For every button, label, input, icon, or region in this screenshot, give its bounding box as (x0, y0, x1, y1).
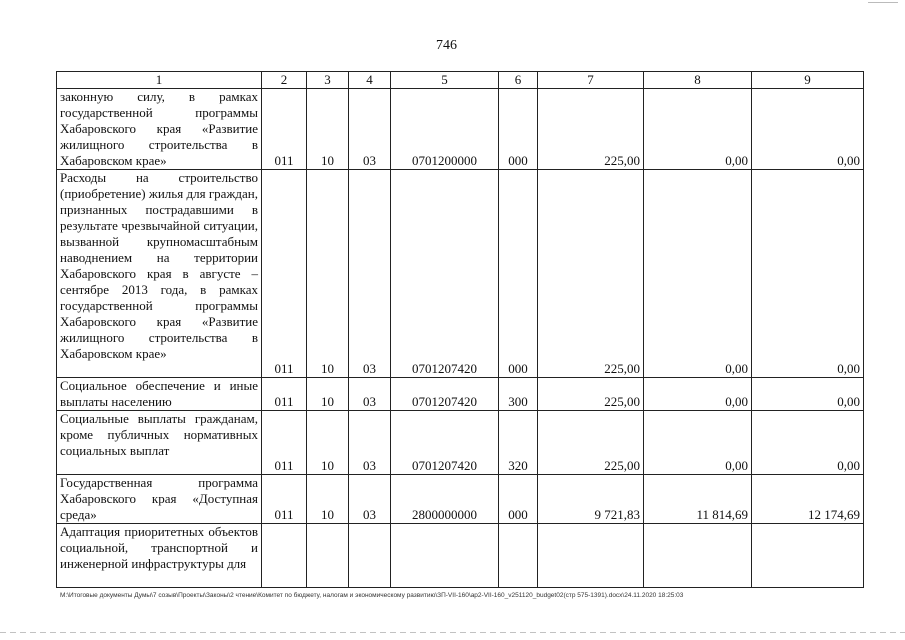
target-article-code: 0701207420 (391, 170, 499, 378)
amount-col9: 0,00 (752, 89, 864, 170)
section-code: 10 (307, 411, 349, 475)
file-path-footer: M:\Итоговые документы Думы\7 созыв\Проекты\Законы\2 чтение\Комитет по бюджету, налогам и экономическому развитию\ЗП-VII-160\ap2-VII-160_v251120_budget02(стр 575-1391).docx\24.11.2020 18:25:03 (60, 592, 684, 599)
ministry-code: 011 (262, 89, 307, 170)
amount-col7: 225,00 (538, 411, 644, 475)
row-description: Государственная программа Хабаровского края «Доступная среда» (57, 475, 262, 524)
section-code: 10 (307, 475, 349, 524)
subsection-code: 03 (349, 89, 391, 170)
amount-col9: 0,00 (752, 411, 864, 475)
column-number-row (57, 72, 864, 89)
amount-col8: 11 814,69 (644, 475, 752, 524)
table-row (57, 170, 864, 378)
table-row (57, 378, 864, 411)
amount-col7: 225,00 (538, 89, 644, 170)
ministry-code: 011 (262, 378, 307, 411)
row-description: законную силу, в рамках государственной программы Хабаровского края «Развитие жилищного строительства в Хабаровском крае» (57, 89, 262, 170)
amount-col7: 225,00 (538, 378, 644, 411)
column-header: 6 (499, 72, 538, 89)
amount-col7: 9 721,83 (538, 475, 644, 524)
column-header: 5 (391, 72, 499, 89)
table-row (57, 411, 864, 475)
amount-col7 (538, 524, 644, 588)
amount-col9: 0,00 (752, 378, 864, 411)
amount-col9: 12 174,69 (752, 475, 864, 524)
section-code: 10 (307, 170, 349, 378)
column-header: 1 (57, 72, 262, 89)
column-header: 9 (752, 72, 864, 89)
subsection-code (349, 524, 391, 588)
ministry-code: 011 (262, 475, 307, 524)
amount-col7: 225,00 (538, 170, 644, 378)
table-row (57, 89, 864, 170)
amount-col8: 0,00 (644, 170, 752, 378)
target-article-code (391, 524, 499, 588)
target-article-code: 2800000000 (391, 475, 499, 524)
page-number: 746 (436, 38, 457, 53)
subsection-code: 03 (349, 170, 391, 378)
target-article-code: 0701207420 (391, 378, 499, 411)
expense-type-code: 320 (499, 411, 538, 475)
target-article-code: 0701207420 (391, 411, 499, 475)
ministry-code (262, 524, 307, 588)
row-description: Адаптация приоритетных объектов социальной, транспортной и инженерной инфраструктуры для (57, 524, 262, 588)
ministry-code: 011 (262, 411, 307, 475)
expense-type-code: 000 (499, 170, 538, 378)
ministry-code: 011 (262, 170, 307, 378)
amount-col9: 0,00 (752, 170, 864, 378)
column-header: 4 (349, 72, 391, 89)
expense-type-code: 000 (499, 475, 538, 524)
section-code: 10 (307, 89, 349, 170)
expense-type-code (499, 524, 538, 588)
subsection-code: 03 (349, 378, 391, 411)
row-description: Социальное обеспечение и иные выплаты населению (57, 378, 262, 411)
subsection-code: 03 (349, 411, 391, 475)
amount-col9 (752, 524, 864, 588)
budget-table (56, 71, 864, 588)
subsection-code: 03 (349, 475, 391, 524)
column-header: 7 (538, 72, 644, 89)
amount-col8: 0,00 (644, 411, 752, 475)
expense-type-code: 300 (499, 378, 538, 411)
column-header: 2 (262, 72, 307, 89)
scan-artifact-bottom (0, 632, 905, 633)
column-header: 8 (644, 72, 752, 89)
table-row (57, 475, 864, 524)
column-header: 3 (307, 72, 349, 89)
amount-col8 (644, 524, 752, 588)
amount-col8: 0,00 (644, 378, 752, 411)
scan-artifact-top (868, 2, 898, 3)
amount-col8: 0,00 (644, 89, 752, 170)
target-article-code: 0701200000 (391, 89, 499, 170)
section-code (307, 524, 349, 588)
table-row (57, 524, 864, 588)
expense-type-code: 000 (499, 89, 538, 170)
section-code: 10 (307, 378, 349, 411)
row-description: Социальные выплаты гражданам, кроме публичных нормативных социальных выплат (57, 411, 262, 475)
row-description: Расходы на строительство (приобретение) жилья для граждан, признанных пострадавшими в результате чрезвычайной ситуации, вызванной крупномасштабным наводнением на территории Хабаровского края в августе – сентябре 2013 года, в рамках государственной программы Хабаровского края «Развитие жилищного строительства в Хабаровском крае» (57, 170, 262, 378)
